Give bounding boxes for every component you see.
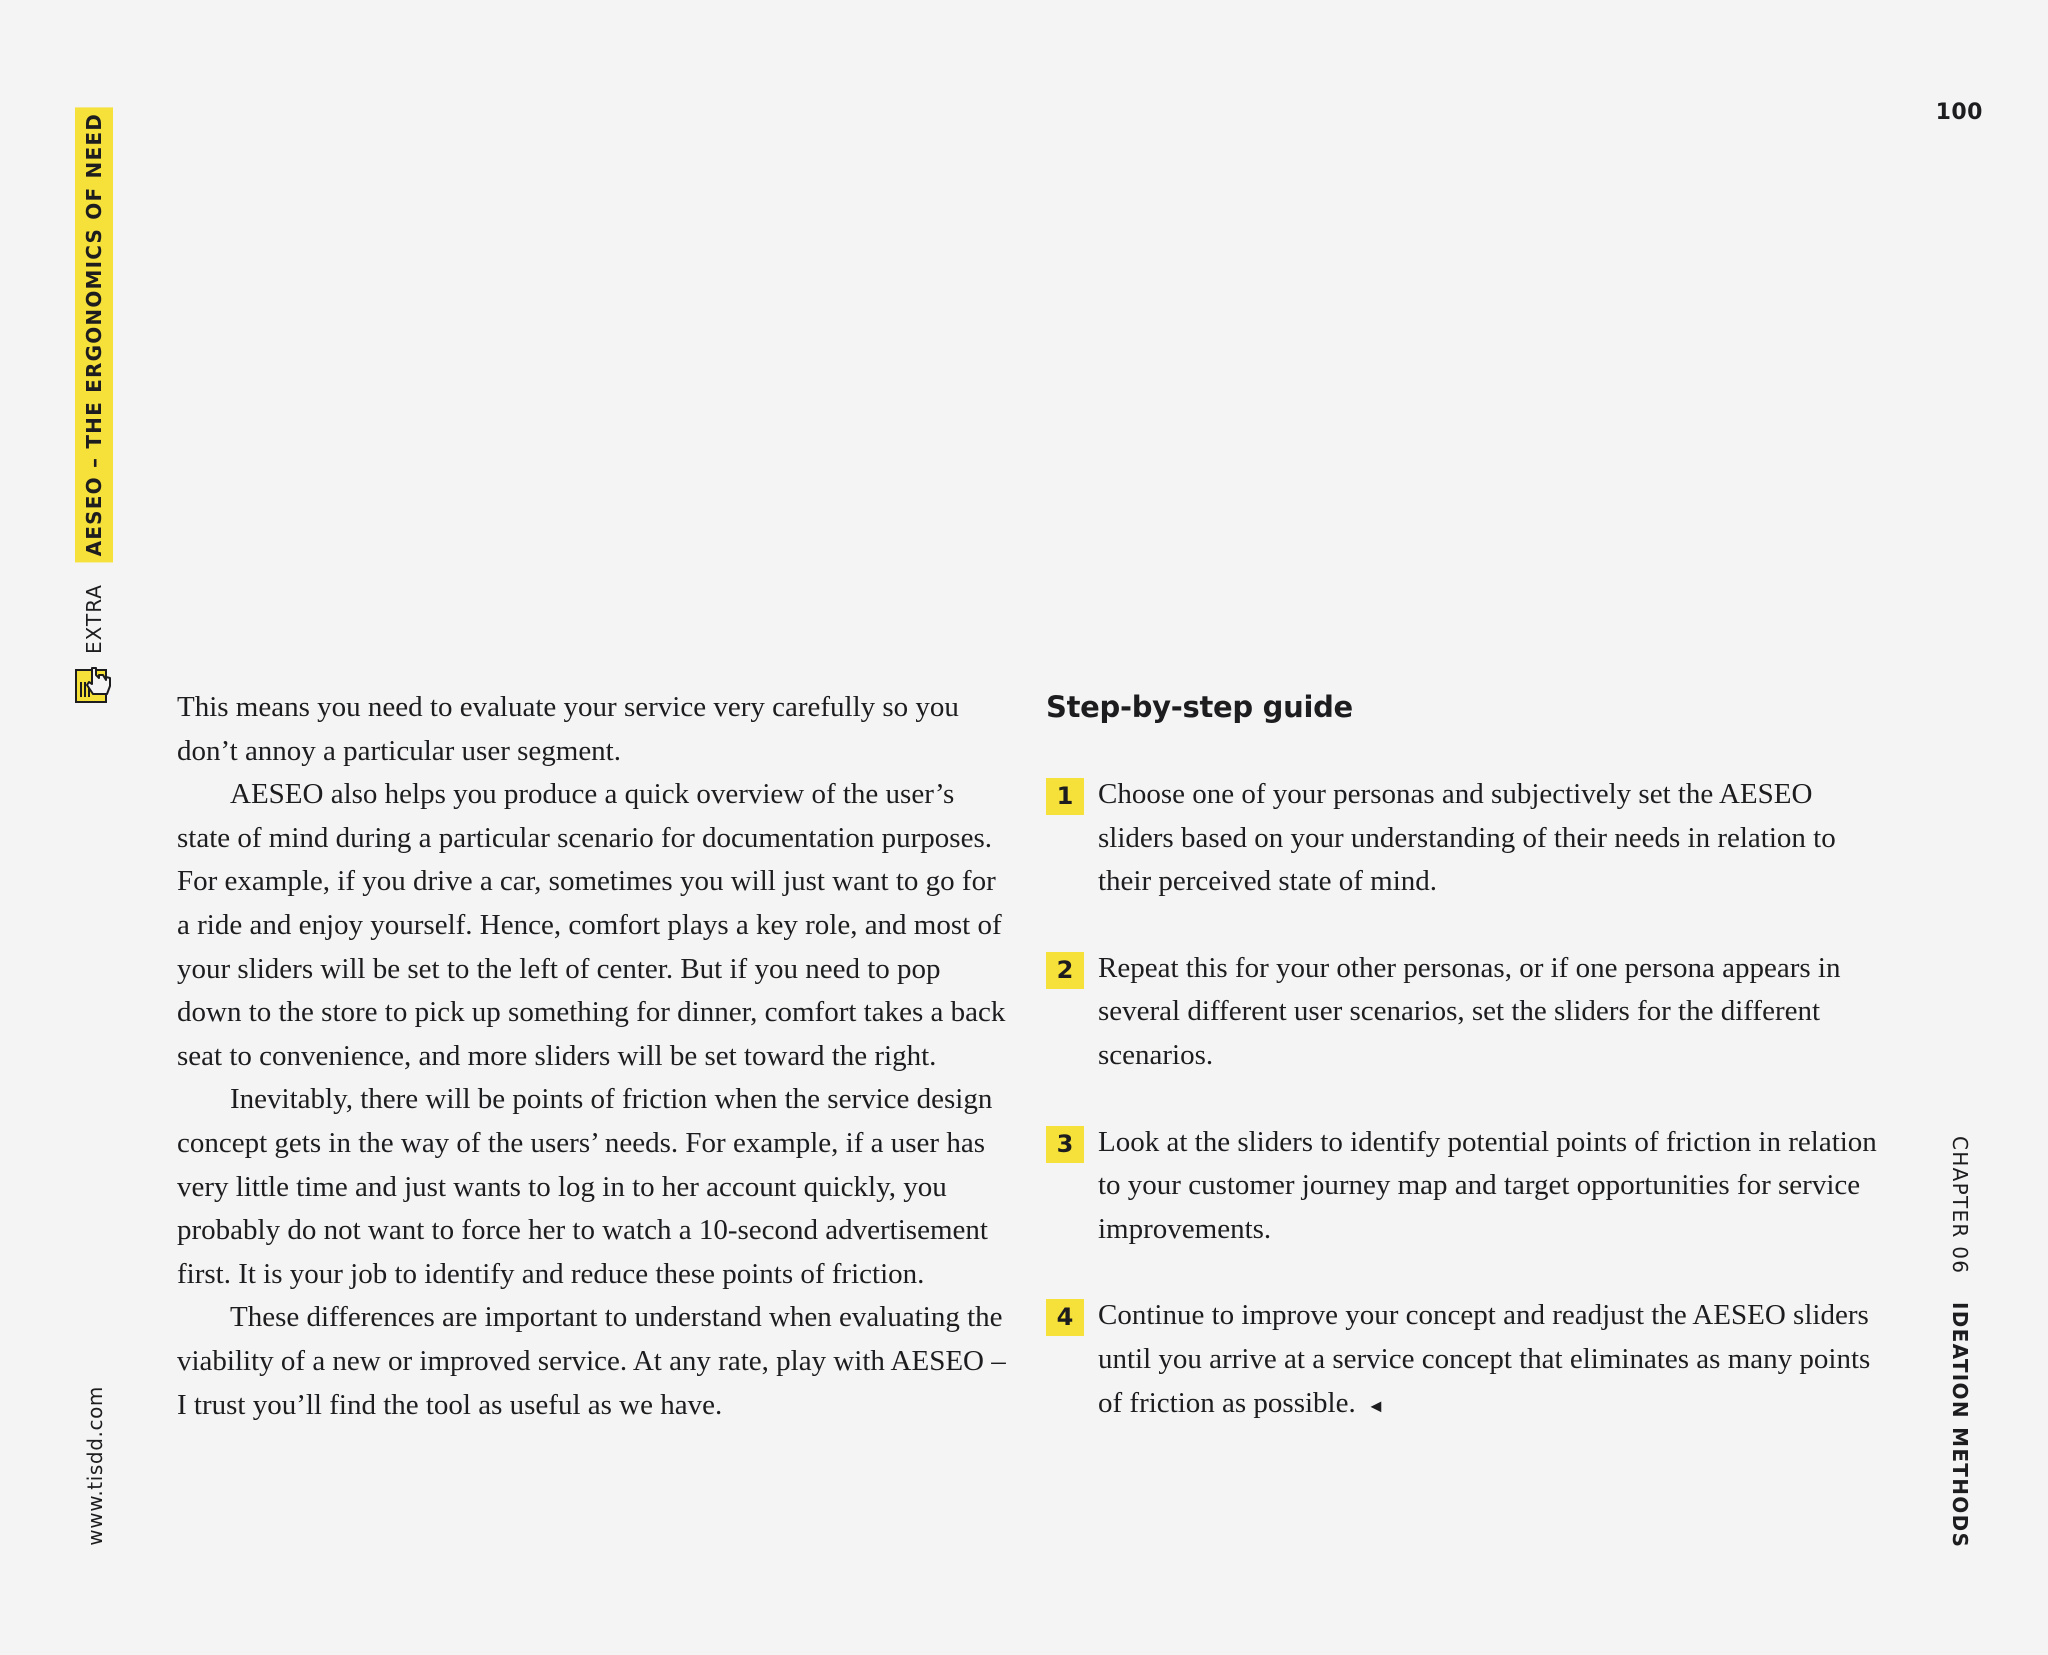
- running-head-section-label: EXTRA: [82, 584, 106, 654]
- step-item: [1046, 773, 1886, 904]
- body-paragraph-3: Inevitably, there will be points of friction when the service design concept gets in the way of the users’ needs. For example, if a user has very little time and just wants to log in to her account quickly, you probably do not want to force her to watch a 10-second advertisement first. It is your job to identify and reduce these points of friction.: [177, 1083, 993, 1290]
- body-paragraph-4: These differences are important to understand when evaluating the viability of a new or improved service. At any rate, play with AESEO – I trust you’ll find the tool as useful as we have.: [177, 1301, 1006, 1421]
- step-list: [1046, 773, 1886, 1428]
- step-item: [1046, 1121, 1886, 1252]
- step-text-content: Continue to improve your concept and readjust the AESEO sliders until you arrive at a service concept that eliminates as many points of friction as possible.: [1098, 1299, 1871, 1419]
- step-item: [1046, 947, 1886, 1078]
- end-of-section-mark: ◄: [1366, 1395, 1385, 1416]
- body-text-column: [177, 686, 1011, 1427]
- body-paragraph-2: AESEO also helps you produce a quick overview of the user’s state of mind during a particular scenario for documentation purposes. For example, if you drive a car, sometimes you will just want to go for a ride and enjoy yourself. Hence, comfort plays a key role, and most of your sliders will be set to the left of center. But if you need to pop down to the store to pick up something for dinner, comfort takes a back seat to convenience, and more sliders will be set toward the right.: [177, 778, 1006, 1072]
- page-number: 100: [1935, 100, 1983, 125]
- chapter-title: IDEATION METHODS: [1948, 1302, 1972, 1549]
- guide-heading: Step-by-step guide: [1046, 690, 1353, 724]
- step-item: [1046, 1294, 1886, 1428]
- step-number-badge: 1: [1046, 778, 1084, 815]
- website-text: www.tisdd.com: [83, 1386, 107, 1546]
- step-number-badge: 3: [1046, 1126, 1084, 1163]
- chapter-number: CHAPTER 06: [1948, 1136, 1972, 1275]
- running-head-title: AESEO – THE ERGONOMICS OF NEED: [75, 107, 113, 562]
- step-text: [1098, 1294, 1878, 1428]
- step-text: Choose one of your personas and subjectively set the AESEO sliders based on your understanding of their needs in relation to their perceived state of mind.: [1098, 778, 1836, 898]
- running-head-area: [74, 104, 114, 704]
- step-number-badge: 4: [1046, 1299, 1084, 1336]
- running-head: [74, 107, 114, 704]
- step-guide: [1046, 686, 1886, 1471]
- website-url: [75, 1386, 115, 1546]
- chapter-label: [1940, 1136, 1980, 1556]
- step-text: Look at the sliders to identify potential points of friction in relation to your customer journey map and target opportunities for service improvements.: [1098, 1125, 1877, 1245]
- hand-pointer-icon: [75, 664, 113, 704]
- body-paragraph-1: This means you need to evaluate your service very carefully so you don’t annoy a particular user segment.: [177, 691, 959, 767]
- step-number-badge: 2: [1046, 952, 1084, 989]
- step-text: Repeat this for your other personas, or if one persona appears in several different user scenarios, set the sliders for the different scenarios.: [1098, 951, 1841, 1071]
